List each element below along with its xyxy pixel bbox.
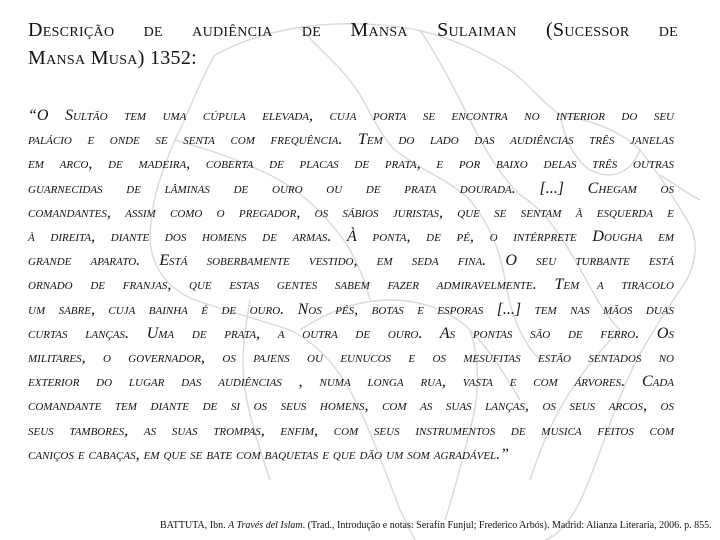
citation-author: BATTUTA, Ibn.	[160, 520, 229, 531]
title-line: Descrição de audiência de Mansa Sulaiman (Sucessor de	[28, 19, 678, 41]
slide-title	[28, 16, 678, 72]
quote-body	[28, 104, 674, 467]
quote-line: curtas lanças. Uma de prata, a outra de ouro. As pontas são de ferro. Os	[28, 324, 674, 342]
citation	[160, 520, 710, 532]
quote-line: à direita, diante dos homens de armas. À ponta, de pé, o intérprete Dougha em	[28, 228, 674, 246]
quote-line: ornado de franjas, que estas gentes sabem fazer admiravelmente. Tem a tiracolo	[28, 276, 674, 294]
quote-line: grande aparato. Está soberbamente vestido, em seda fina. O seu turbante está	[28, 252, 674, 270]
quote-line: “O Sultão tem uma cúpula elevada, cuja porta se encontra no interior do seu	[28, 107, 674, 124]
citation-details: . (Trad., Introdução e notas: Serafín Funjul; Frederico Arbós). Madrid: Alianza Literaria, 2006. p. 855.	[302, 520, 712, 531]
quote-line: exterior do lugar das audiências , numa longa rua, vasta e com árvores. Cada	[28, 373, 674, 391]
quote-line: comandantes, assim como o pregador, os sábios juristas, que se sentam à esquerda e	[28, 203, 674, 221]
quote-line: guarnecidas de lâminas de ouro ou de prata dourada. [...] Chegam os	[28, 179, 674, 197]
title-line: Mansa Musa) 1352:	[28, 47, 198, 69]
quote-line: caniços e cabaças, em que se bate com baquetas e que dão um som agradável.”	[28, 445, 510, 463]
quote-line: seus tambores, as suas trompas, enfim, com seus instrumentos de musica feitos com	[28, 421, 674, 439]
quote-line: em arco, de madeira, coberta de placas de prata, e por baixo delas três outras	[28, 155, 674, 173]
quote-line: um sabre, cuja bainha é de ouro. Nos pés, botas e esporas [...] tem nas mãos duas	[28, 300, 674, 318]
quote-line: militares, o governador, os pajens ou eunucos e os mesufitas estão sentados no	[28, 349, 674, 367]
citation-work-title: A Través del Islam	[228, 520, 303, 531]
quote-line: comandante tem diante de si os seus homens, com as suas lanças, os seus arcos, os	[28, 397, 674, 415]
quote-line: palácio e onde se senta com frequência. Tem do lado das audiências três janelas	[28, 131, 674, 149]
